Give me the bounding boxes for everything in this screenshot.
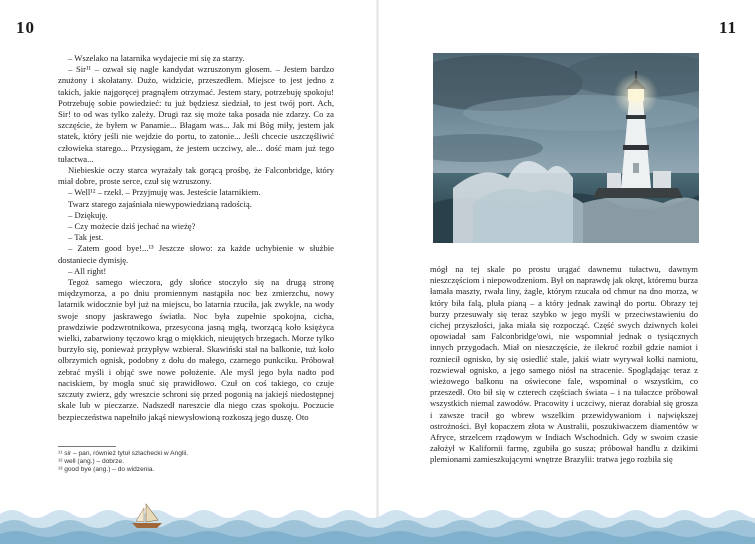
footnote-12: ¹² well (ang.) – dobrze. — [58, 458, 124, 466]
left-paragraph: Twarz starego zajaśniała niewypowiedzianą radością. — [68, 198, 252, 209]
left-paragraph: – Well¹² – rzekł. – Przyjmuję was. Jesteście latarnikiem. — [68, 187, 261, 198]
footnote-rule — [58, 446, 116, 447]
right-paragraph: mógł na tej skale po prostu urągać dawnemu tułactwu, dawnym nieszczęściom i niepowodzeniom. Był on naprawdę jak okręt, któremu burza łamała maszty, rwała liny, żagle, którym rzucała od chmur na dno morza, w który biła falą, pluła pianą – a który jednak zawinął do portu. Obrazy tej burzy przesuwały się teraz szybko w jego myśli w przeciwstawieniu do cichej przyszłości, jaka miała się rozpocząć. Część swych dziwnych kolei opowiadał sam Falconbridge'owi, nie wspomniał jednak o tysiącznych innych przygodach. Miał on nieszczęście, że ilekroć rozbił gdzie namiot i rozniecił ognisko, by się osiedlić stale, jakiś wiatr wyrywał kołki namiotu, rozwiewał ognisko, a jego samego niósł na stracenie. Spoglądając teraz z wieżowego balkonu na oświecone fale, wspominał o wszystkim, co przeszedł. Oto bił się w czterech częściach świata – i na tułaczce próbował wszystkich niemal zawodów. Pracowity i uczciwy, nieraz dorabiał się grosza i zawsze tracił go wbrew wszelkim przewidywaniom i największej ostrożności. Był kopaczem złota w Australii, poszukiwaczem diamentów w Afryce, strzelcem rządowym w Indiach Wschodnich. Gdy w swoim czasie założył w Kalifornii farmę, zgubiła go susza; próbował handlu z dzikimi plemionami zamieszkującymi wnętrze Brazylii: tratwa jego rozbiła się — [430, 264, 698, 465]
lighthouse-photo — [433, 53, 699, 243]
footnote-13: ¹³ good bye (ang.) – do widzenia. — [58, 466, 155, 474]
left-paragraph: – Czy możecie dziś jechać na wieżę? — [68, 221, 196, 232]
page-number-right: 11 — [718, 18, 737, 37]
wave-border — [0, 500, 755, 544]
left-page — [0, 0, 377, 544]
left-paragraph: Niebieskie oczy starca wyrażały tak gorącą prośbę, że Falconbridge, który miał dobre, proste serce, czuł się wzruszony. — [58, 165, 334, 187]
left-paragraph: – Tak jest. — [68, 232, 104, 243]
left-paragraph: – All right! — [68, 265, 107, 276]
left-paragraph: – Sir¹¹ – ozwał się nagle kandydat wzruszonym głosem. – Jestem bardzo znużony i skołatany. Dużo, widzicie, przeszedłem. Miejsce to jest jedno z takich, jakie najgoręcej pragnąłem otrzymać. Jestem stary, potrzebuję spokoju! Potrzebuję sobie powiedzieć: tu już będziesz siedział, to jest twój port. Ach, Sir! to od was tylko zależy. Drugi raz się może taka posada nie zdarzy. Co za szczęście, że byłem w Panamie... Błagam was... Jak mi Bóg miły, jestem jak statek, który jeśli nie wejdzie do portu, to zatonie... Jeśli chcecie uszczęśliwić człowieka starego... Przysięgam, że jestem uczciwy, ale... dość mam już tego tułactwa... — [58, 64, 334, 164]
page-number-left: 10 — [16, 18, 35, 37]
left-paragraph: Tegoż samego wieczora, gdy słońce stoczyło się na drugą stronę międzymorza, a po dniu promiennym nastąpiła noc bez zmierzchu, nowy latarnik widocznie był już na miejscu, bo latarnia rzuciła, jak zwykle, na wody swoje snopy jaskrawego światła. Noc była zupełnie spokojna, cicha, prawdziwie podzwrotnikowa, przesycona jasną mgłą, tworzącą koło księżyca wielki, zabarwiony tęczowo krąg o miękkich, nieujętych brzegach. Morze tylko burzyło się, ponieważ przypływ wzbierał. Skawiński stał na balkonie, tuż koło olbrzymich ognisk, podobny z dołu do małego, czarnego punkciku. Próbował zebrać myśli i objąć swe nowe położenie. Ale myśl jego była nadto pod naciskiem, by mogła snuć się prawidłowo. Czuł on coś takiego, co czuje szczuty zwierz, gdy wreszcie schroni się przed pogonią na jakiejś niedostępnej skale lub w pieczarze. Nadszedł nareszcie dla niego czas spokoju. Poczucie bezpieczeństwa napełniło jakąś niewysłowioną rozkoszą jego duszę. Oto — [58, 277, 334, 422]
left-paragraph: – Dziękuję. — [68, 209, 108, 220]
right-page-body — [430, 264, 698, 466]
right-page — [378, 0, 755, 544]
left-paragraph: – Wszelako na latarnika wydajecie mi się za starzy. — [68, 53, 245, 63]
footnote-11: ¹¹ sir – pan, również tytuł szlachecki w Anglii. — [58, 450, 189, 457]
footnotes — [58, 446, 334, 475]
left-paragraph: – Zatem good bye!...¹³ Jeszcze słowo: za każde uchybienie w służbie dostaniecie dymisję. — [58, 243, 334, 265]
lighthouse-illustration — [433, 53, 699, 243]
left-page-body — [58, 53, 334, 423]
